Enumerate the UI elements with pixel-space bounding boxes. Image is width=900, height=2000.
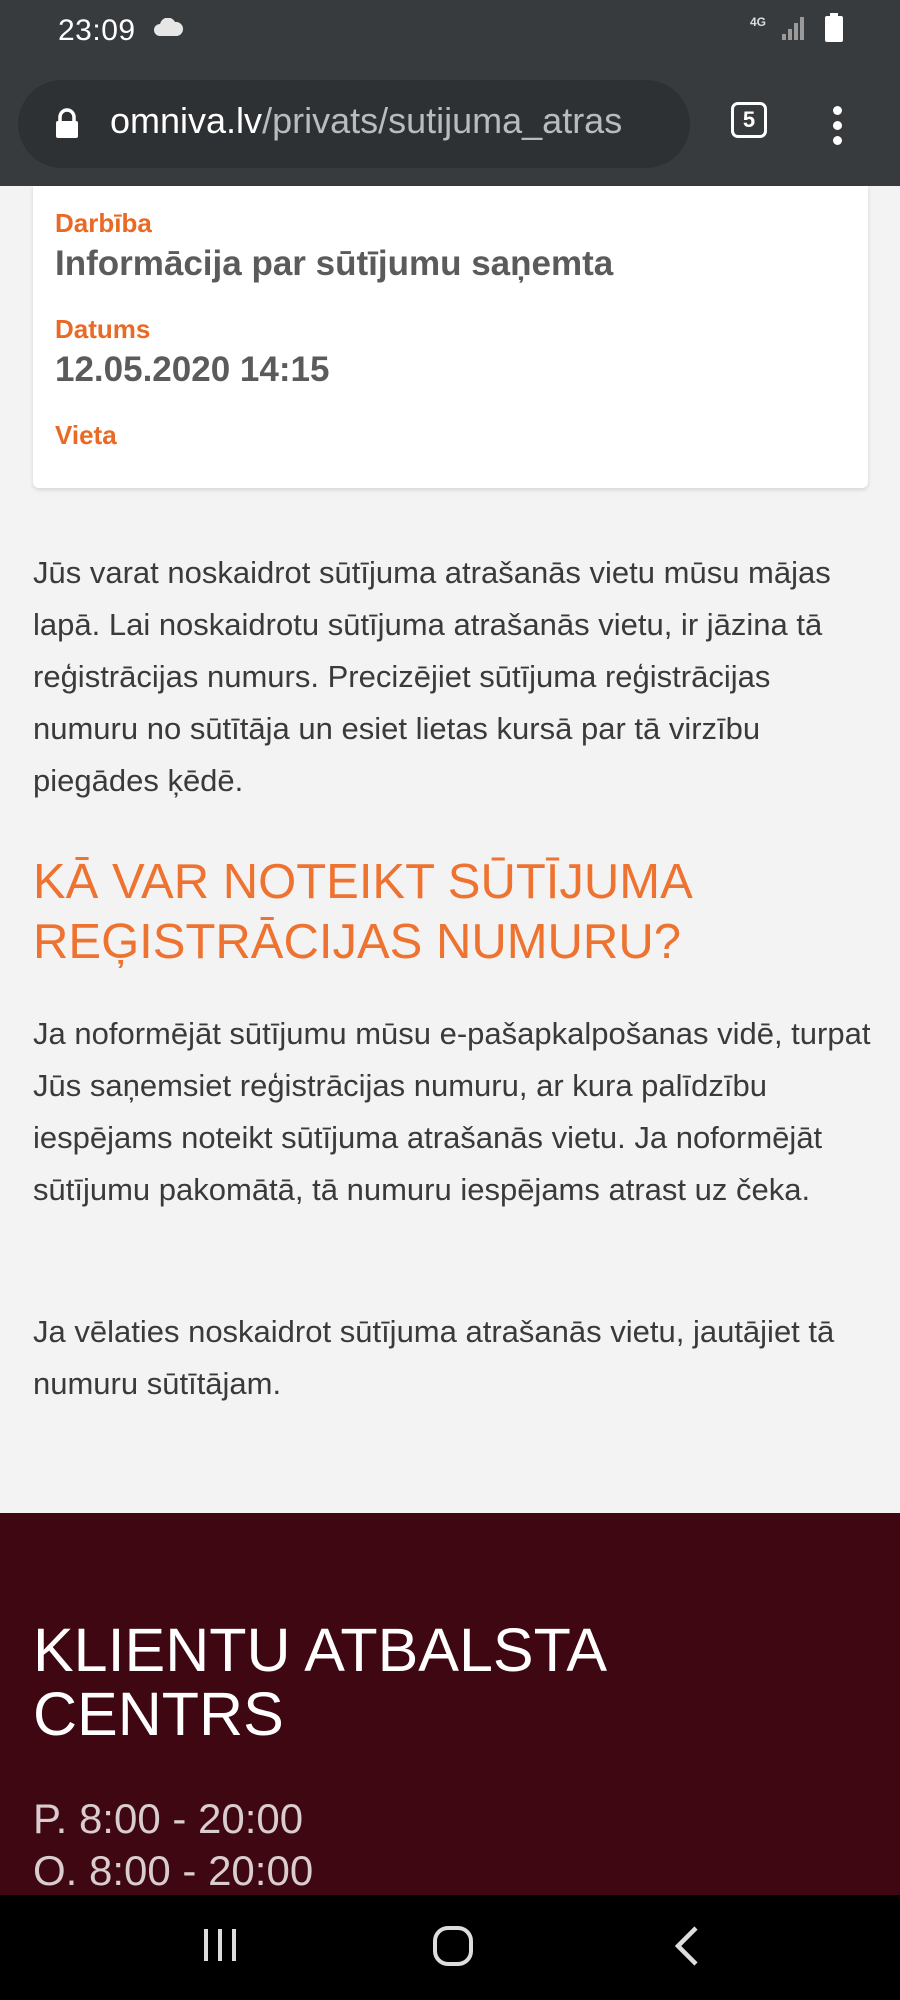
tracking-event-card (33, 186, 868, 488)
registration-number-paragraph: Ja noformējāt sūtījumu mūsu e-pašapkalpošanas vidē, turpat Jūs saņemsiet reģistrācijas numuru, ar kura palīdzību iespējams noteikt sūtījuma atrašanās vietu. Ja noformējāt sūtījumu pakomātā, tā numuru iespējams atrast uz čeka. (33, 1016, 871, 1207)
network-type-icon: 4G (750, 15, 767, 29)
browser-toolbar (0, 62, 900, 186)
date-label: Datums (55, 314, 151, 344)
lock-icon (54, 108, 80, 145)
home-icon[interactable] (432, 1925, 474, 1972)
more-options-icon[interactable] (832, 106, 844, 146)
customer-support-footer (0, 1513, 900, 1895)
signal-icon (780, 14, 806, 47)
battery-icon (824, 13, 844, 48)
status-bar (0, 0, 900, 62)
back-icon[interactable] (672, 1925, 702, 1972)
tab-switcher-button[interactable]: 5 (731, 102, 767, 138)
recent-apps-icon[interactable] (200, 1925, 240, 1970)
address-bar[interactable] (18, 80, 690, 168)
action-label: Darbība (55, 208, 152, 238)
place-label: Vieta (55, 420, 117, 450)
action-value: Informācija par sūtījumu saņemta (55, 244, 614, 283)
cloud-icon (152, 18, 184, 43)
url-text[interactable] (110, 100, 690, 142)
intro-paragraph: Jūs varat noskaidrot sūtījuma atrašanās vietu mūsu mājas lapā. Lai noskaidrotu sūtījuma atrašanās vietu, ir jāzina tā reģistrācijas numurs. Precizējiet sūtījuma reģistrācijas numuru no sūtītāja un esiet lietas kursā par tā virzību piegādes ķēdē. (33, 555, 831, 798)
ask-sender-paragraph: Ja vēlaties noskaidrot sūtījuma atrašanās vietu, jautājiet tā numuru sūtītājam. (33, 1314, 835, 1401)
footer-title: KLIENTU ATBALSTA CENTRS (33, 1616, 604, 1748)
system-navigation-bar (0, 1895, 900, 2000)
date-value: 12.05.2020 14:15 (55, 350, 330, 389)
url-path: /privats/sutijuma_atras (262, 100, 623, 141)
status-time: 23:09 (58, 14, 136, 47)
hours-weekday-1: P. 8:00 - 20:00 (33, 1795, 304, 1842)
section-heading: KĀ VAR NOTEIKT SŪTĪJUMA REĢISTRĀCIJAS NUMURU? (33, 855, 691, 969)
url-host: omniva.lv (110, 100, 263, 141)
hours-weekday-2: O. 8:00 - 20:00 (33, 1847, 314, 1894)
